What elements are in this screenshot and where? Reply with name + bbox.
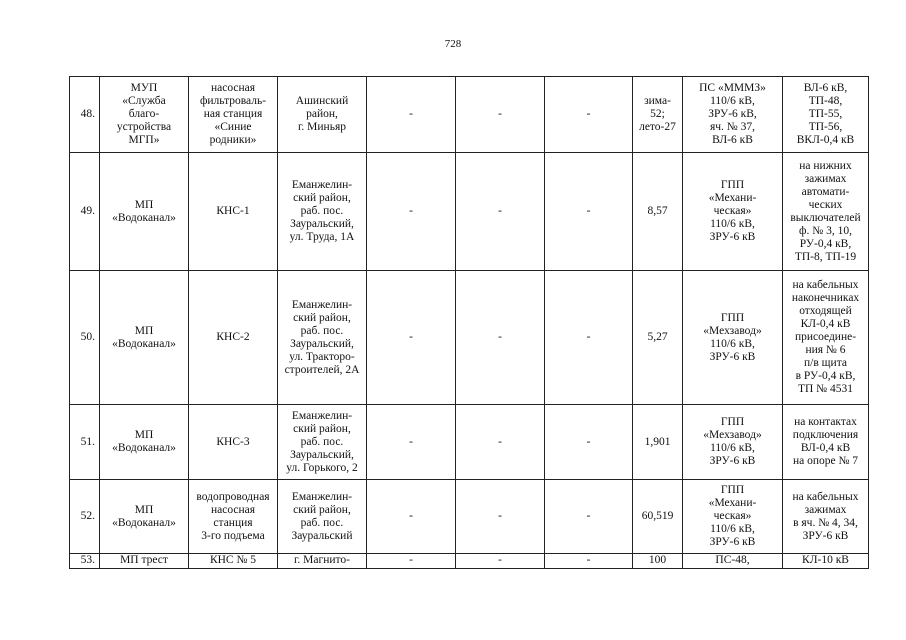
dash-cell: - xyxy=(456,77,545,153)
row-number: 48. xyxy=(70,77,100,153)
organization-cell: МП «Водоканал» xyxy=(100,153,189,271)
table-row xyxy=(70,153,869,271)
row-number: 51. xyxy=(70,405,100,480)
dash-cell: - xyxy=(545,153,633,271)
object-cell: КНС-2 xyxy=(189,271,278,405)
table-row xyxy=(70,554,869,569)
table-row xyxy=(70,77,869,153)
organization-cell: МП трест xyxy=(100,554,189,569)
connection-point-cell: на нижних зажимах автомати- ческих выключателей ф. № 3, 10, РУ-0,4 кВ, ТП-8, ТП-19 xyxy=(783,153,869,271)
organization-cell: МУП «Служба благо- устройства МГП» xyxy=(100,77,189,153)
dash-cell: - xyxy=(456,153,545,271)
connection-point-cell: на контактах подключения ВЛ-0,4 кВ на опоре № 7 xyxy=(783,405,869,480)
table-row xyxy=(70,405,869,480)
power-source-cell: ПС «МММЗ» 110/6 кВ, ЗРУ-6 кВ, яч. № 37, ВЛ-6 кВ xyxy=(683,77,783,153)
dash-cell: - xyxy=(367,480,456,554)
power-source-cell: ГПП «Механи- ческая» 110/6 кВ, ЗРУ-6 кВ xyxy=(683,153,783,271)
dash-cell: - xyxy=(367,554,456,569)
power-source-cell: ПС-48, xyxy=(683,554,783,569)
registry-table xyxy=(69,76,869,569)
address-cell: Еманжелин- ский район, раб. пос. Зауральский, ул. Труда, 1А xyxy=(278,153,367,271)
address-cell: Ашинский район, г. Миньяр xyxy=(278,77,367,153)
connection-point-cell: на кабельных зажимах в яч. № 4, 34, ЗРУ-6 кВ xyxy=(783,480,869,554)
row-number: 52. xyxy=(70,480,100,554)
address-cell: Еманжелин- ский район, раб. пос. Зауральский, ул. Тракторо- строителей, 2А xyxy=(278,271,367,405)
power-cell: 100 xyxy=(633,554,683,569)
object-cell: КНС-1 xyxy=(189,153,278,271)
page-number: 728 xyxy=(444,38,462,50)
power-source-cell: ГПП «Мехзавод» 110/6 кВ, ЗРУ-6 кВ xyxy=(683,405,783,480)
dash-cell: - xyxy=(545,77,633,153)
organization-cell: МП «Водоканал» xyxy=(100,271,189,405)
organization-cell: МП «Водоканал» xyxy=(100,480,189,554)
row-number: 53. xyxy=(70,554,100,569)
dash-cell: - xyxy=(367,77,456,153)
dash-cell: - xyxy=(456,271,545,405)
power-source-cell: ГПП «Мехзавод» 110/6 кВ, ЗРУ-6 кВ xyxy=(683,271,783,405)
organization-cell: МП «Водоканал» xyxy=(100,405,189,480)
dash-cell: - xyxy=(545,480,633,554)
power-cell: 5,27 xyxy=(633,271,683,405)
dash-cell: - xyxy=(545,554,633,569)
connection-point-cell: на кабельных наконечниках отходящей КЛ-0,4 кВ присоедине- ния № 6 п/в щита в РУ-0,4 кВ, ТП № 4531 xyxy=(783,271,869,405)
object-cell: КНС № 5 xyxy=(189,554,278,569)
dash-cell: - xyxy=(456,405,545,480)
power-cell: 60,519 xyxy=(633,480,683,554)
power-cell: зима- 52; лето-27 xyxy=(633,77,683,153)
dash-cell: - xyxy=(545,271,633,405)
power-cell: 8,57 xyxy=(633,153,683,271)
address-cell: г. Магнито- xyxy=(278,554,367,569)
power-source-cell: ГПП «Механи- ческая» 110/6 кВ, ЗРУ-6 кВ xyxy=(683,480,783,554)
address-cell: Еманжелин- ский район, раб. пос. Зауральский, ул. Горького, 2 xyxy=(278,405,367,480)
object-cell: водопроводная насосная станция 3-го подъема xyxy=(189,480,278,554)
object-cell: КНС-3 xyxy=(189,405,278,480)
table-row xyxy=(70,271,869,405)
row-number: 50. xyxy=(70,271,100,405)
dash-cell: - xyxy=(456,480,545,554)
dash-cell: - xyxy=(367,153,456,271)
power-cell: 1,901 xyxy=(633,405,683,480)
dash-cell: - xyxy=(367,271,456,405)
table-row xyxy=(70,480,869,554)
connection-point-cell: ВЛ-6 кВ, ТП-48, ТП-55, ТП-56, ВКЛ-0,4 кВ xyxy=(783,77,869,153)
connection-point-cell: КЛ-10 кВ xyxy=(783,554,869,569)
object-cell: насосная фильтроваль- ная станция «Синие родники» xyxy=(189,77,278,153)
address-cell: Еманжелин- ский район, раб. пос. Зауральский xyxy=(278,480,367,554)
row-number: 49. xyxy=(70,153,100,271)
dash-cell: - xyxy=(456,554,545,569)
dash-cell: - xyxy=(367,405,456,480)
dash-cell: - xyxy=(545,405,633,480)
